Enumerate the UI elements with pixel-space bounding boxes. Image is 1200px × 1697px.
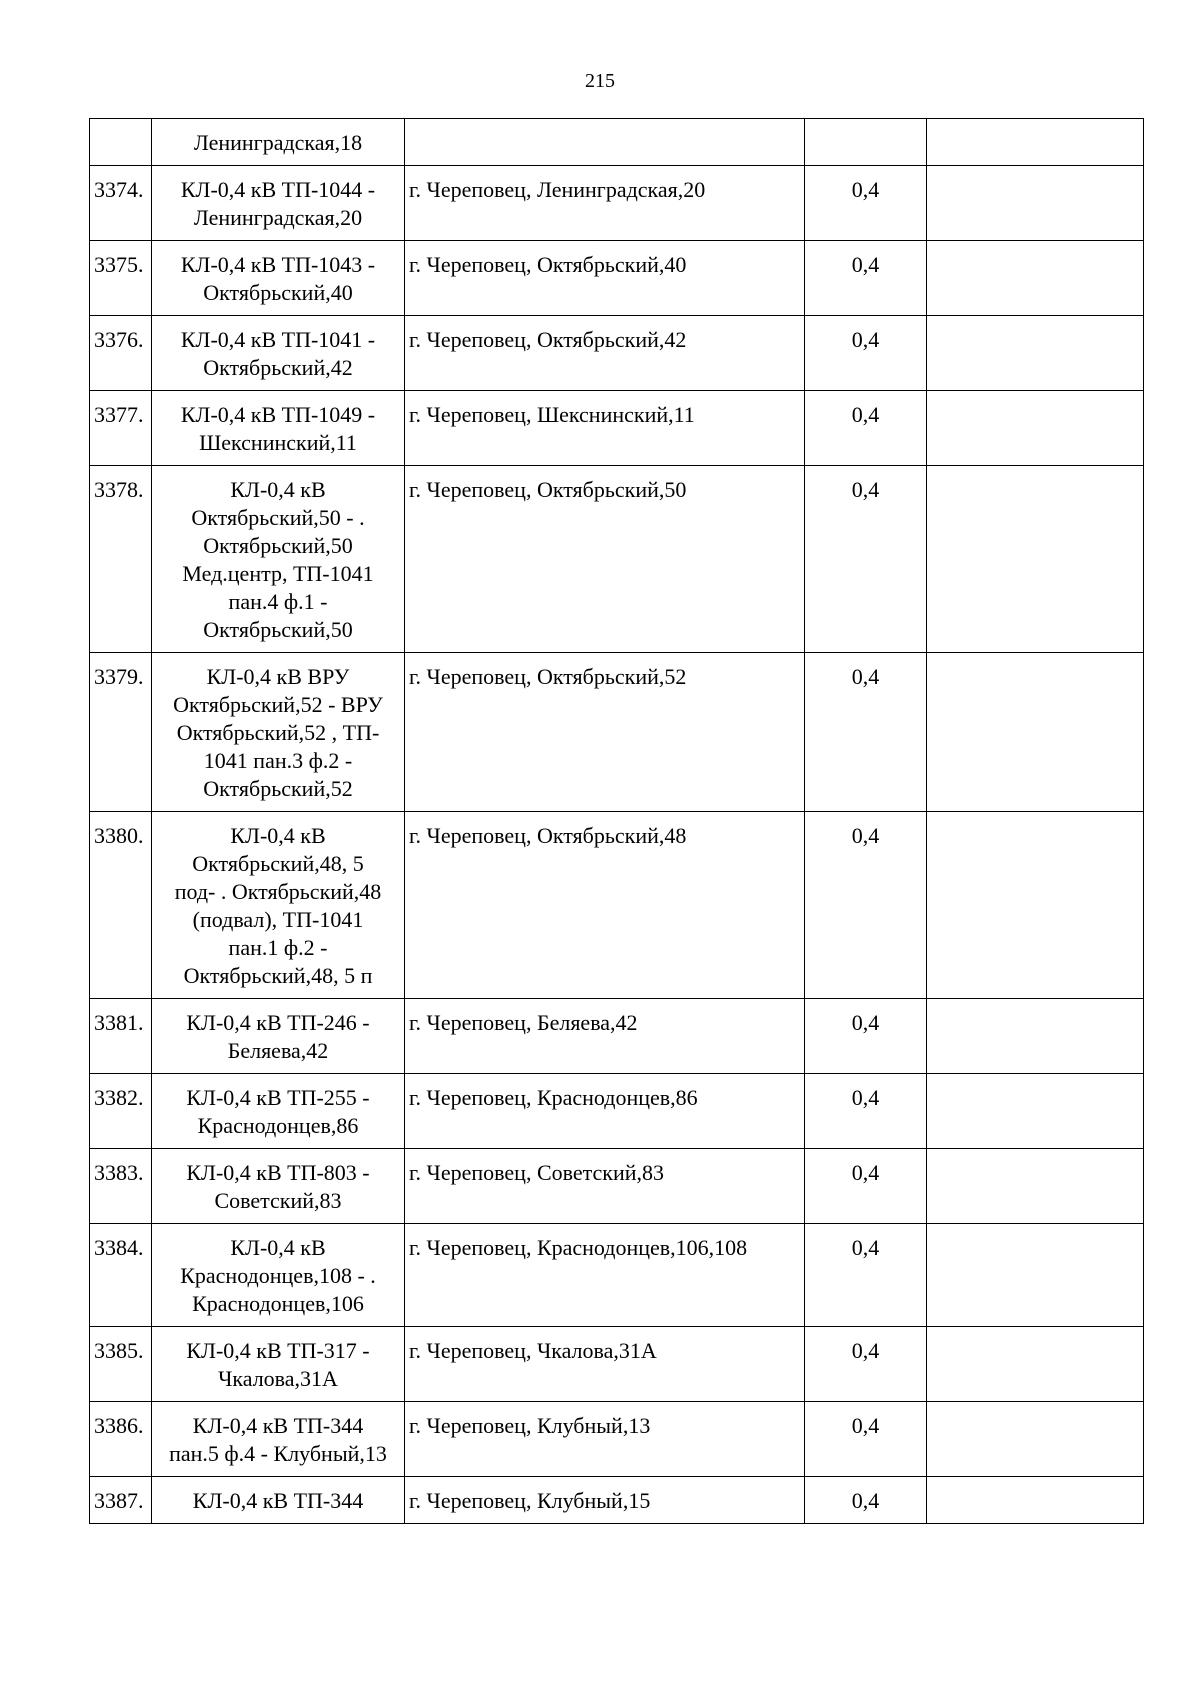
row-number-cell: 3382. xyxy=(90,1074,152,1149)
table-row xyxy=(90,1074,1144,1149)
table-body xyxy=(90,119,1144,1524)
address-cell: г. Череповец, Октябрьский,52 xyxy=(405,653,805,812)
cable-line-name-cell: КЛ-0,4 кВ ТП-317 - Чкалова,31А xyxy=(152,1327,405,1402)
notes-cell xyxy=(927,466,1144,653)
address-cell: г. Череповец, Ленинградская,20 xyxy=(405,166,805,241)
row-number-cell: 3385. xyxy=(90,1327,152,1402)
notes-cell xyxy=(927,1149,1144,1224)
row-number-cell: 3383. xyxy=(90,1149,152,1224)
address-cell: г. Череповец, Октябрьский,40 xyxy=(405,241,805,316)
table-row xyxy=(90,1477,1144,1524)
notes-cell xyxy=(927,119,1144,166)
address-cell: г. Череповец, Краснодонцев,106,108 xyxy=(405,1224,805,1327)
cable-line-name-cell: КЛ-0,4 кВ ВРУ Октябрьский,52 - ВРУ Октябрьский,52 , ТП- 1041 пан.3 ф.2 - Октябрьский,52 xyxy=(152,653,405,812)
cable-line-name-cell: КЛ-0,4 кВ Октябрьский,48, 5 под- . Октябрьский,48 (подвал), ТП-1041 пан.1 ф.2 - Октябрьский,48, 5 п xyxy=(152,812,405,999)
voltage-cell: 0,4 xyxy=(805,166,927,241)
cable-line-name-cell: КЛ-0,4 кВ Октябрьский,50 - . Октябрьский,50 Мед.центр, ТП-1041 пан.4 ф.1 - Октябрьский,50 xyxy=(152,466,405,653)
cable-line-name-cell: КЛ-0,4 кВ ТП-1043 - Октябрьский,40 xyxy=(152,241,405,316)
row-number-cell: 3377. xyxy=(90,391,152,466)
voltage-cell: 0,4 xyxy=(805,391,927,466)
table-row xyxy=(90,466,1144,653)
cable-line-name-cell: Ленинградская,18 xyxy=(152,119,405,166)
cable-line-name-cell: КЛ-0,4 кВ ТП-803 - Советский,83 xyxy=(152,1149,405,1224)
notes-cell xyxy=(927,1327,1144,1402)
row-number-cell: 3374. xyxy=(90,166,152,241)
notes-cell xyxy=(927,1402,1144,1477)
table-row xyxy=(90,119,1144,166)
table-row xyxy=(90,316,1144,391)
voltage-cell: 0,4 xyxy=(805,1074,927,1149)
voltage-cell: 0,4 xyxy=(805,241,927,316)
address-cell: г. Череповец, Чкалова,31А xyxy=(405,1327,805,1402)
notes-cell xyxy=(927,812,1144,999)
address-cell xyxy=(405,119,805,166)
voltage-cell: 0,4 xyxy=(805,1224,927,1327)
page-number: 215 xyxy=(585,70,615,92)
row-number-cell: 3381. xyxy=(90,999,152,1074)
table-row xyxy=(90,166,1144,241)
voltage-cell: 0,4 xyxy=(805,653,927,812)
voltage-cell: 0,4 xyxy=(805,1477,927,1524)
row-number-cell: 3375. xyxy=(90,241,152,316)
notes-cell xyxy=(927,166,1144,241)
cable-line-name-cell: КЛ-0,4 кВ ТП-1044 - Ленинградская,20 xyxy=(152,166,405,241)
row-number-cell: 3379. xyxy=(90,653,152,812)
table-row xyxy=(90,812,1144,999)
table-row xyxy=(90,1327,1144,1402)
address-cell: г. Череповец, Клубный,15 xyxy=(405,1477,805,1524)
table-row xyxy=(90,391,1144,466)
row-number-cell: 3386. xyxy=(90,1402,152,1477)
table-row xyxy=(90,1402,1144,1477)
notes-cell xyxy=(927,1477,1144,1524)
address-cell: г. Череповец, Октябрьский,42 xyxy=(405,316,805,391)
address-cell: г. Череповец, Клубный,13 xyxy=(405,1402,805,1477)
table-row xyxy=(90,653,1144,812)
cable-line-name-cell: КЛ-0,4 кВ ТП-344 пан.5 ф.4 - Клубный,13 xyxy=(152,1402,405,1477)
notes-cell xyxy=(927,1074,1144,1149)
address-cell: г. Череповец, Октябрьский,48 xyxy=(405,812,805,999)
address-cell: г. Череповец, Октябрьский,50 xyxy=(405,466,805,653)
row-number-cell: 3376. xyxy=(90,316,152,391)
cable-line-name-cell: КЛ-0,4 кВ Краснодонцев,108 - . Краснодонцев,106 xyxy=(152,1224,405,1327)
voltage-cell xyxy=(805,119,927,166)
voltage-cell: 0,4 xyxy=(805,1402,927,1477)
notes-cell xyxy=(927,391,1144,466)
notes-cell xyxy=(927,999,1144,1074)
voltage-cell: 0,4 xyxy=(805,1327,927,1402)
cable-line-name-cell: КЛ-0,4 кВ ТП-1041 - Октябрьский,42 xyxy=(152,316,405,391)
row-number-cell: 3378. xyxy=(90,466,152,653)
cable-line-name-cell: КЛ-0,4 кВ ТП-255 - Краснодонцев,86 xyxy=(152,1074,405,1149)
address-cell: г. Череповец, Беляева,42 xyxy=(405,999,805,1074)
address-cell: г. Череповец, Краснодонцев,86 xyxy=(405,1074,805,1149)
cable-line-name-cell: КЛ-0,4 кВ ТП-246 - Беляева,42 xyxy=(152,999,405,1074)
row-number-cell xyxy=(90,119,152,166)
cable-line-name-cell: КЛ-0,4 кВ ТП-344 xyxy=(152,1477,405,1524)
row-number-cell: 3380. xyxy=(90,812,152,999)
notes-cell xyxy=(927,1224,1144,1327)
notes-cell xyxy=(927,241,1144,316)
notes-cell xyxy=(927,653,1144,812)
row-number-cell: 3384. xyxy=(90,1224,152,1327)
row-number-cell: 3387. xyxy=(90,1477,152,1524)
voltage-cell: 0,4 xyxy=(805,999,927,1074)
address-cell: г. Череповец, Шекснинский,11 xyxy=(405,391,805,466)
address-cell: г. Череповец, Советский,83 xyxy=(405,1149,805,1224)
table-row xyxy=(90,999,1144,1074)
voltage-cell: 0,4 xyxy=(805,466,927,653)
cable-line-name-cell: КЛ-0,4 кВ ТП-1049 - Шекснинский,11 xyxy=(152,391,405,466)
notes-cell xyxy=(927,316,1144,391)
table-row xyxy=(90,1149,1144,1224)
table-row xyxy=(90,1224,1144,1327)
voltage-cell: 0,4 xyxy=(805,1149,927,1224)
cable-line-registry-table xyxy=(89,118,1144,1524)
table-row xyxy=(90,241,1144,316)
voltage-cell: 0,4 xyxy=(805,812,927,999)
voltage-cell: 0,4 xyxy=(805,316,927,391)
